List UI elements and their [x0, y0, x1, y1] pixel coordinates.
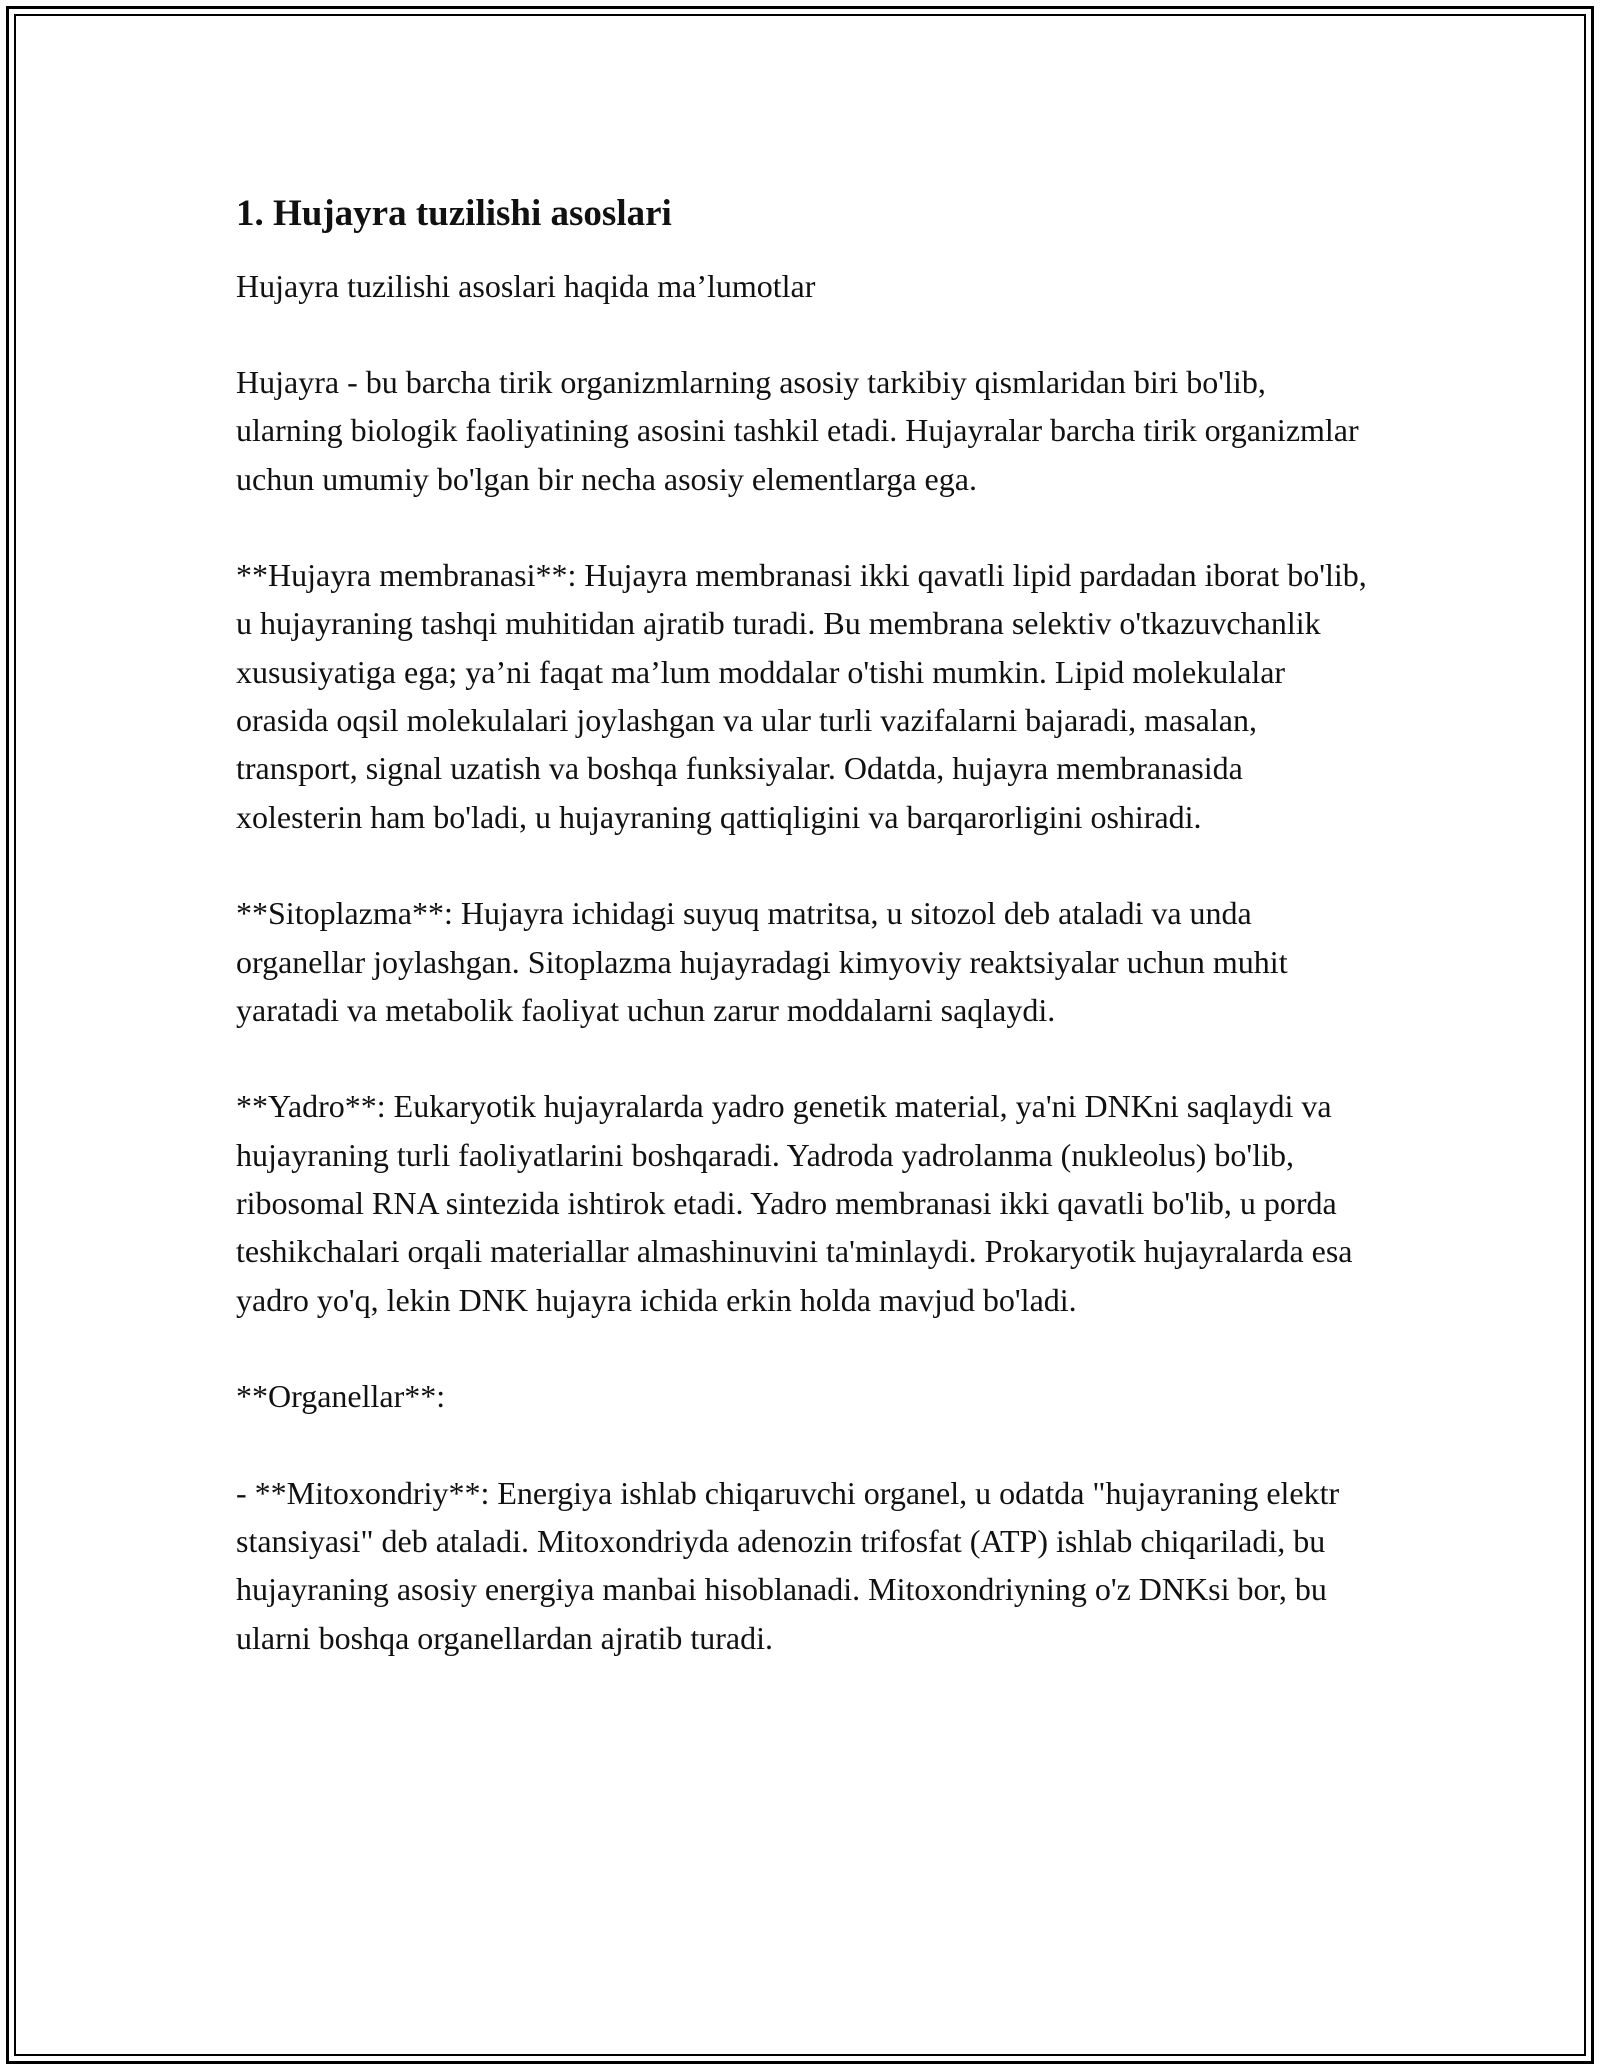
paragraph-mitochondria: - **Mitoxondriy**: Energiya ishlab chiqaruvchi organel, u odatda "hujayraning elektr stansiyasi" deb ataladi. Mitoxondriyda adenozin trifosfat (ATP) ishlab chiqariladi, bu hujayraning asosiy energiya manbai hisoblanadi. Mitoxondriyning o'z DNKsi bor, bu ularni boshqa organellardan ajratib turadi. — [236, 1474, 1340, 1656]
paragraph-nucleus: **Yadro**: Eukaryotik hujayralarda yadro genetik material, ya'ni DNKni saqlaydi va hujayraning turli faoliyatlarini boshqaradi. Yadroda yadrolanma (nukleolus) bo'lib, ribosomal RNA sintezida ishtirok etadi. Yadro membranasi ikki qavatli bo'lib, u porda teshikchalari orqali materiallar almashinuvini ta'minlaydi. Prokaryotik hujayralarda esa yadro yo'q, lekin DNK hujayra ichida erkin holda mavjud bo'ladi. — [236, 1088, 1353, 1318]
paragraph-cell-membrane: **Hujayra membranasi**: Hujayra membranasi ikki qavatli lipid pardadan iborat bo'lib, u hujayraning tashqi muhitidan ajratib turadi. Bu membrana selektiv o'tkazuvchanlik xususiyatiga ega; ya’ni faqat ma’lum moddalar o'tishi mumkin. Lipid molekulalar orasida oqsil molekulalari joylashgan va ular turli vazifalarni bajaradi, masalan, transport, signal uzatish va boshqa funksiyalar. Odatda, hujayra membranasida xolesterin ham bo'ladi, u hujayraning qattiqligini va barqarorligini oshiradi. — [236, 557, 1367, 835]
document-body — [236, 190, 1376, 1710]
section-heading: 1. Hujayra tuzilishi asoslari — [236, 193, 672, 234]
paragraph-cytoplasm: **Sitoplazma**: Hujayra ichidagi suyuq matritsa, u sitozol deb ataladi va unda organellar joylashgan. Sitoplazma hujayradagi kimyoviy reaktsiyalar uchun muhit yaratadi va metabolik faoliyat uchun zarur moddalarni saqlaydi. — [236, 895, 1288, 1028]
paragraph-intro: Hujayra - bu barcha tirik organizmlarning asosiy tarkibiy qismlaridan biri bo'lib, ularning biologik faoliyatining asosini tashkil etadi. Hujayralar barcha tirik organizmlar uchun umumiy bo'lgan bir necha asosiy elementlarga ega. — [236, 364, 1359, 497]
paragraph-organelles-heading: **Organellar**: — [236, 1378, 446, 1415]
section-subtitle: Hujayra tuzilishi asoslari haqida ma’lumotlar — [236, 268, 816, 304]
